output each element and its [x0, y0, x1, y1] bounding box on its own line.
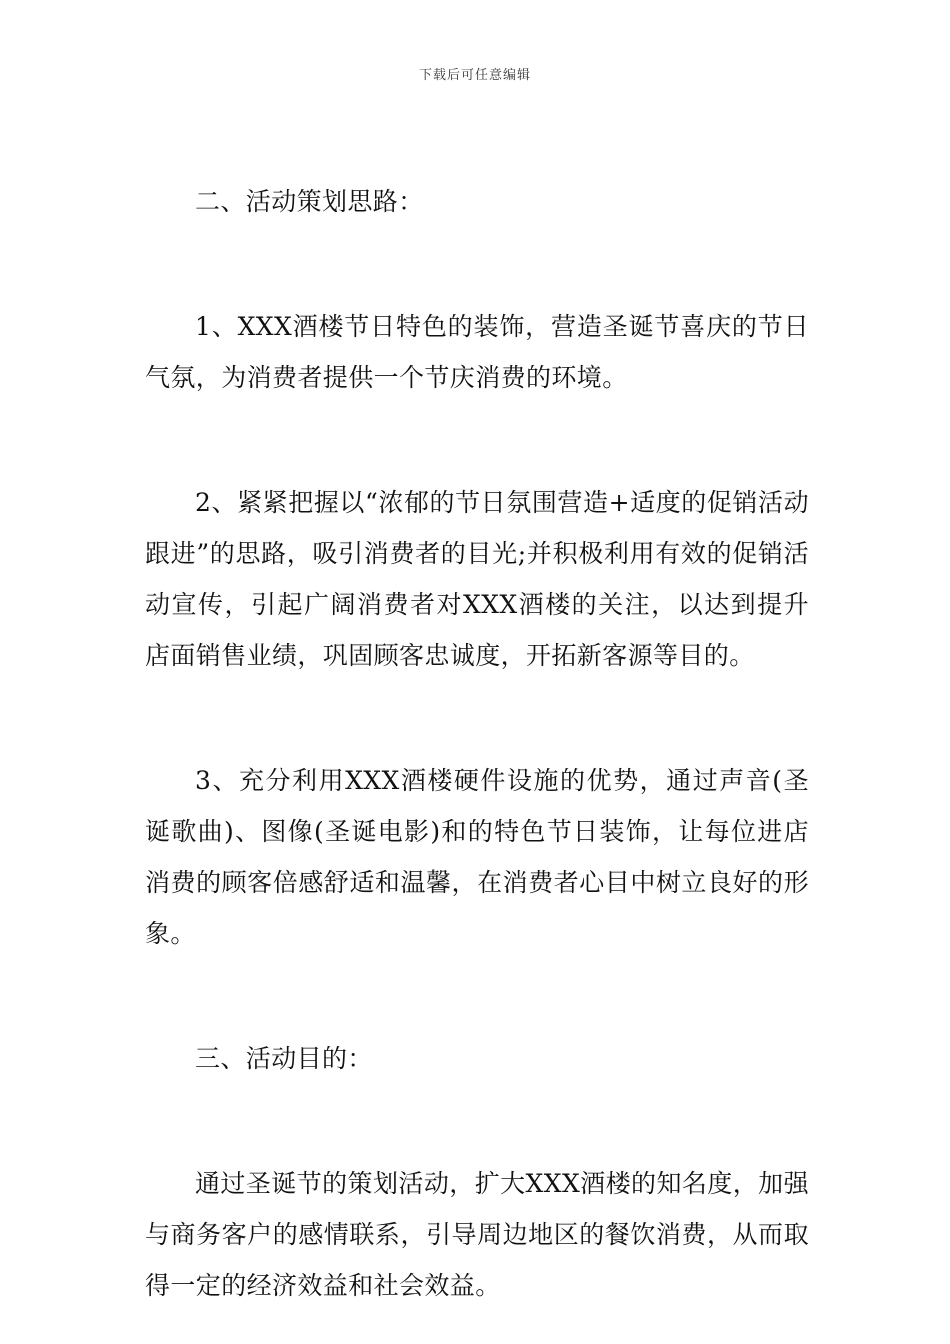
section-2-item-3: 3、充分利用XXX酒楼硬件设施的优势，通过声音(圣诞歌曲)、图像(圣诞电影)和的特色节日装饰，让每位进店消费的顾客倍感舒适和温馨，在消费者心目中树立良好的形象。: [145, 766, 809, 948]
section-2-item-1: 1、XXX酒楼节日特色的装饰，营造圣诞节喜庆的节日气氛，为消费者提供一个节庆消费的环境。: [145, 312, 809, 392]
page-header-note: 下载后可任意编辑: [418, 68, 531, 83]
section-3-body: 通过圣诞节的策划活动，扩大XXX酒楼的知名度，加强与商务客户的感情联系，引导周边地区的餐饮消费，从而取得一定的经济效益和社会效益。: [145, 1169, 809, 1300]
document-body: [145, 176, 809, 1311]
section-2-item-2: 2、紧紧把握以“浓郁的节日氛围营造+适度的促销活动跟进”的思路，吸引消费者的目光;并积极利用有效的促销活动宣传，引起广阔消费者对XXX酒楼的关注，以达到提升店面销售业绩，巩固顾客忠诚度，开拓新客源等目的。: [145, 488, 809, 670]
section-2-heading: 二、活动策划思路：: [195, 187, 424, 216]
section-3-heading: 三、活动目的：: [195, 1044, 373, 1073]
